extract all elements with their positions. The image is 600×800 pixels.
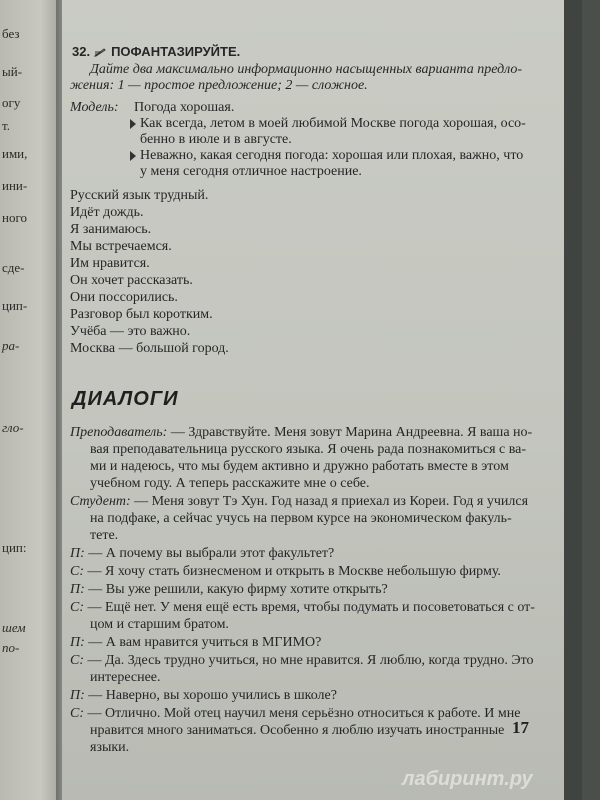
dialog-line: на подфаке, а сейчас учусь на первом курсе на экономическом факуль- bbox=[90, 511, 512, 526]
instruction-line: Дайте два максимально информационно насыщенных варианта предло- bbox=[90, 62, 523, 77]
left-fragment: по- bbox=[2, 640, 20, 655]
dialog-line: тете. bbox=[90, 528, 119, 543]
exercise-title: ПОФАНТАЗИРУЙТЕ. bbox=[111, 44, 241, 59]
left-fragment: т. bbox=[2, 118, 10, 133]
page-edge-shadow bbox=[564, 0, 582, 800]
dialog-line: вая преподавательница русского языка. Я очень рада познакомиться с ва- bbox=[90, 442, 527, 457]
left-fragment: ый- bbox=[2, 64, 23, 79]
dialog-speaker: С: bbox=[70, 653, 84, 668]
sentence-item: Он хочет рассказать. bbox=[70, 273, 193, 288]
dialog-line: нравится много заниматься. Особенно я люблю изучать иностранные bbox=[90, 723, 505, 738]
left-fragment: ими, bbox=[2, 146, 28, 161]
dialog-line bbox=[70, 688, 337, 704]
sentence-item: Учёба — это важно. bbox=[70, 324, 191, 339]
variant-text: Неважно, какая сегодня погода: хорошая или плохая, важно, что bbox=[140, 148, 524, 163]
dialog-speaker: С: bbox=[70, 706, 84, 721]
instruction-line: жения: 1 — простое предложение; 2 — сложное. bbox=[70, 78, 368, 93]
left-fragment: ра- bbox=[2, 338, 20, 353]
dialog-line: интереснее. bbox=[90, 670, 161, 685]
variant-text: у меня сегодня отличное настроение. bbox=[140, 164, 362, 179]
triangle-bullet-icon bbox=[130, 119, 136, 129]
dialog-speaker: П: bbox=[70, 688, 85, 703]
exercise-header bbox=[72, 44, 240, 61]
left-fragment: без bbox=[2, 26, 20, 41]
left-fragment: ного bbox=[2, 210, 27, 225]
book-page bbox=[62, 0, 582, 800]
dialog-text: — А почему вы выбрали этот факультет? bbox=[88, 546, 335, 561]
dialog-speaker: С: bbox=[70, 600, 84, 615]
dialog-line: ми и надеюсь, что мы будем активно и дружно работать вместе в этом bbox=[90, 459, 509, 474]
dialog-speaker: С: bbox=[70, 564, 84, 579]
dialog-speaker: Преподаватель: bbox=[70, 425, 168, 440]
dialog-text: — Я хочу стать бизнесменом и открыть в Москве небольшую фирму. bbox=[87, 564, 501, 579]
dialog-text: — Вы уже решили, какую фирму хотите открыть? bbox=[88, 582, 388, 597]
dialog-line bbox=[70, 706, 520, 722]
dialog-speaker: П: bbox=[70, 546, 85, 561]
model-variant-2 bbox=[130, 148, 523, 164]
dialog-text: — Ещё нет. У меня ещё есть время, чтобы подумать и посоветоваться с от- bbox=[87, 600, 535, 615]
watermark-logo: лабиринт.ру bbox=[402, 768, 533, 790]
dialog-line bbox=[70, 564, 501, 580]
sentence-item: Я занимаюсь. bbox=[70, 222, 152, 237]
dialog-line bbox=[70, 582, 388, 598]
dialog-speaker: П: bbox=[70, 582, 85, 597]
left-fragment: цип: bbox=[2, 540, 27, 555]
dialog-line bbox=[70, 653, 534, 669]
section-heading-dialogs: ДИАЛОГИ bbox=[72, 388, 179, 410]
dialog-line: языки. bbox=[90, 740, 130, 755]
dialog-line bbox=[70, 635, 321, 651]
left-page-edge bbox=[0, 0, 58, 800]
dialog-line bbox=[70, 546, 334, 562]
dialog-text: — Наверно, вы хорошо учились в школе? bbox=[88, 688, 337, 703]
dialog-text: — Да. Здесь трудно учиться, но мне нравится. Я люблю, когда трудно. Это bbox=[87, 653, 534, 668]
left-fragment: сде- bbox=[2, 260, 25, 275]
pencil-icon bbox=[94, 48, 106, 57]
model-label: Модель: bbox=[70, 100, 119, 115]
exercise-number: 32. bbox=[72, 44, 91, 59]
dialog-text: — Отлично. Мой отец научил меня серьёзно относиться к работе. И мне bbox=[87, 706, 521, 721]
left-fragment: огу bbox=[2, 95, 21, 110]
left-fragment: ини- bbox=[2, 178, 28, 193]
sentence-item: Они поссорились. bbox=[70, 290, 178, 305]
dialog-text: — Меня зовут Тэ Хун. Год назад я приехал из Кореи. Год я учился bbox=[134, 494, 529, 509]
dialog-line bbox=[70, 425, 532, 441]
page-number: 17 bbox=[512, 718, 529, 737]
dialog-line bbox=[70, 494, 528, 510]
triangle-bullet-icon bbox=[130, 151, 136, 161]
sentence-item: Москва — большой город. bbox=[70, 341, 229, 356]
sentence-item: Русский язык трудный. bbox=[70, 188, 209, 203]
left-fragment: шем bbox=[2, 620, 26, 635]
sentence-item: Мы встречаемся. bbox=[70, 239, 172, 254]
sentence-item: Им нравится. bbox=[70, 256, 150, 271]
dialog-line: учебном году. А теперь расскажите мне о себе. bbox=[90, 476, 370, 491]
dialog-text: — А вам нравится учиться в МГИМО? bbox=[88, 635, 322, 650]
dialog-line bbox=[70, 600, 535, 616]
model-variant-1 bbox=[130, 116, 526, 132]
sentence-item: Разговор был коротким. bbox=[70, 307, 213, 322]
dialog-speaker: П: bbox=[70, 635, 85, 650]
variant-text: Как всегда, летом в моей любимой Москве погода хорошая, осо- bbox=[140, 116, 526, 131]
dialog-line: цом и старшим братом. bbox=[90, 617, 229, 632]
model-sentence: Погода хорошая. bbox=[134, 100, 235, 115]
left-fragment: гло- bbox=[2, 420, 24, 435]
left-fragment: цип- bbox=[2, 298, 28, 313]
variant-text: бенно в июле и в августе. bbox=[140, 132, 292, 147]
dialog-speaker: Студент: bbox=[70, 494, 131, 509]
dialog-text: — Здравствуйте. Меня зовут Марина Андреевна. Я ваша но- bbox=[170, 425, 533, 440]
sentence-item: Идёт дождь. bbox=[70, 205, 144, 220]
